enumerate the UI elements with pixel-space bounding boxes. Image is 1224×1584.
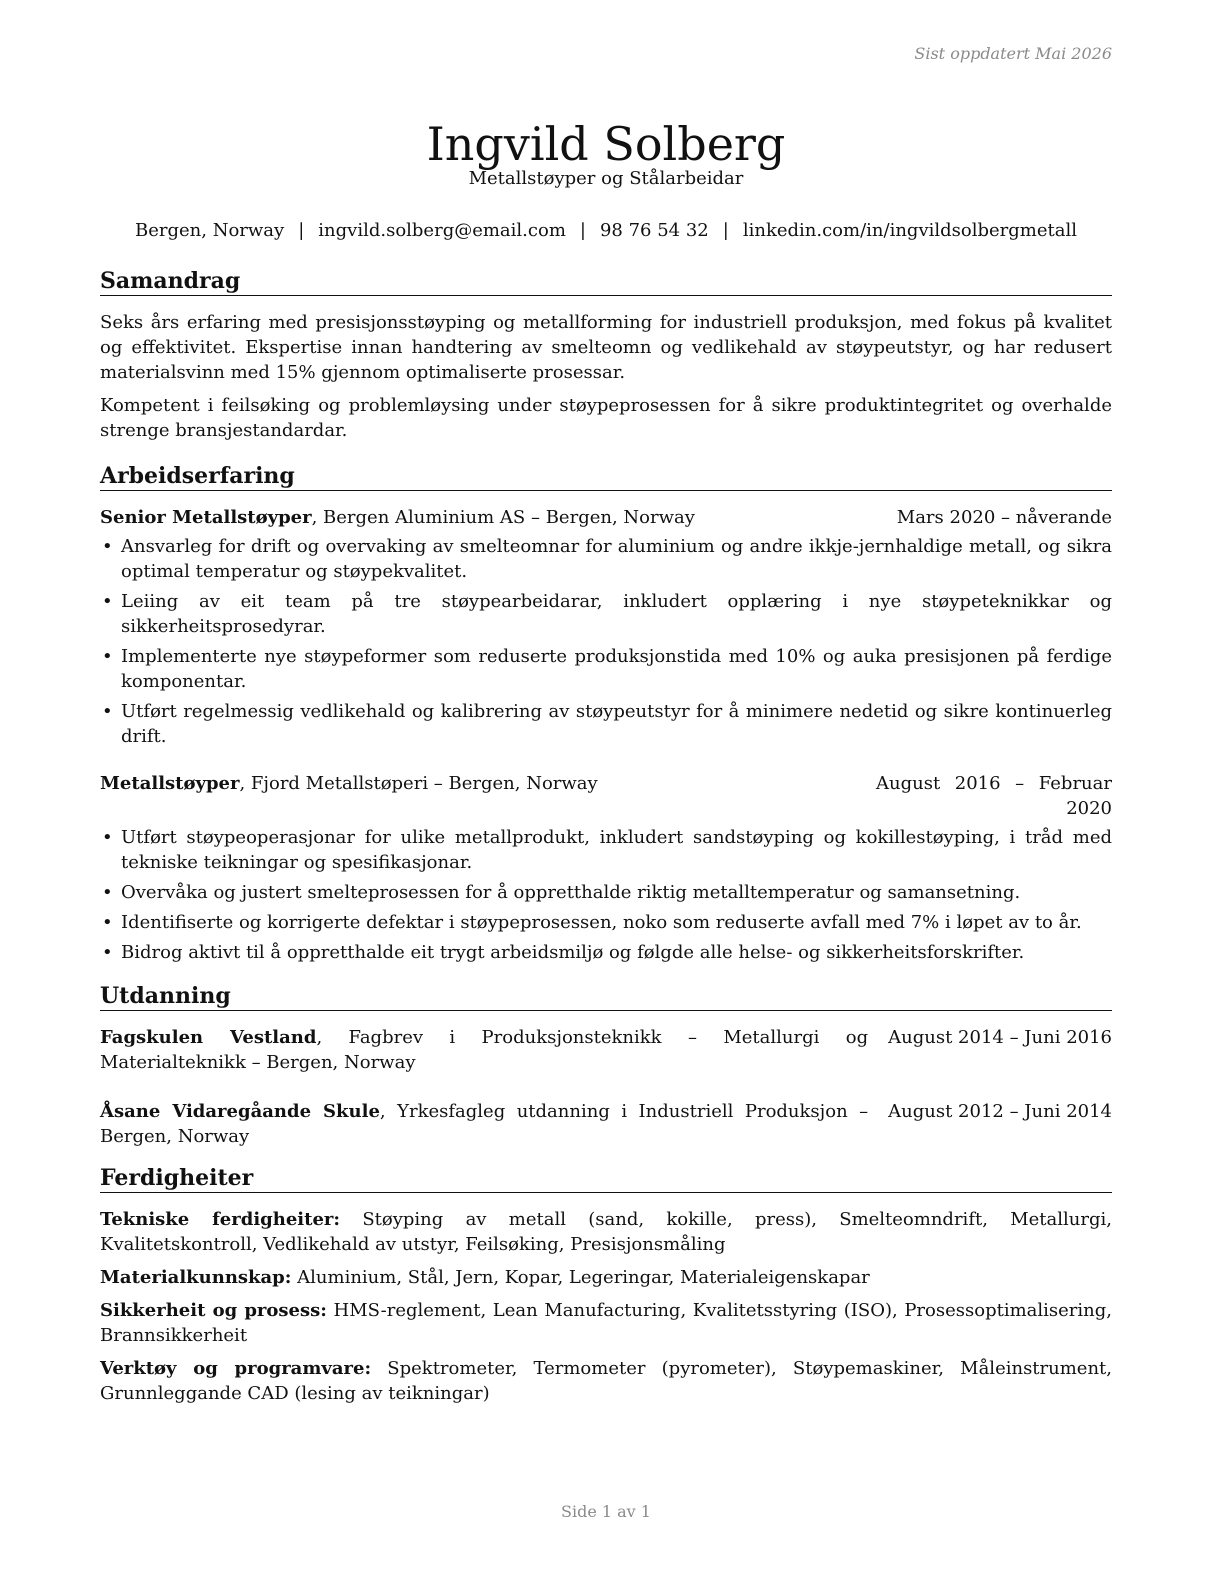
contact-linkedin-link[interactable]: linkedin.com/in/ingvildsolbergmetall [742,220,1077,241]
job-entry [100,771,1112,965]
job-entry [100,505,1112,749]
summary-paragraph: Kompetent i feilsøking og problemløysing under støypeprosessen for å sikre produktintegritet og overhalde strenge bransjestandardar. [100,395,1112,441]
skill-value: Spektrometer, Termometer (pyrometer), Støypemaskiner, Måleinstrument, Grunnleggande CAD (lesing av teikningar) [100,1358,1113,1404]
education-section [100,983,1112,1149]
job-title-line [100,771,876,796]
job-company: , Fjord Metallstøperi – Bergen, Norway [239,773,598,794]
skill-value: Støyping av metall (sand, kokille, press), Smelteomndrift, Metallurgi, Kvalitetskontroll, Vedlikehald av utstyr, Feilsøking, Presisjonsmåling [100,1209,1112,1255]
education-title-line [100,1099,888,1149]
section-heading-experience: Arbeidserfaring [100,463,1112,491]
job-header [100,505,1112,530]
job-dates: August 2016 – Februar 2020 [876,773,1112,819]
job-bullet: • Leiing av eit team på tre støypearbeidarar, inkludert opplæring i nye støypeteknikkar og sikkerheitsprosedyrar. [100,589,1112,639]
section-heading-education: Utdanning [100,983,1112,1011]
skill-label: Tekniske ferdigheiter: [100,1209,341,1230]
skill-label: Verktøy og programvare: [100,1358,372,1379]
candidate-title: Metallstøyper og Stålarbeidar [468,168,744,189]
summary-section [100,268,1112,443]
job-bullet: • Overvåka og justert smelteprosessen for å oppretthalde riktig metalltemperatur og samansetning. [100,880,1112,905]
job-bullet: • Ansvarleg for drift og overvaking av smelteomnar for aluminium og andre ikkje-jernhaldige metall, og sikra optimal temperatur og støypekvalitet. [100,534,1112,584]
contact-phone: 98 76 54 32 [599,220,709,241]
job-bullet-list [100,534,1112,749]
skill-label: Materialkunnskap: [100,1267,292,1288]
skill-label: Sikkerheit og prosess: [100,1300,327,1321]
skill-line [100,1356,1112,1406]
education-detail: , Fagbrev i Produksjonsteknikk – Metallurgi og Materialteknikk – Bergen, Norway [100,1027,869,1073]
job-bullet: • Implementerte nye støypeformer som reduserte produksjonstida med 10% og auka presisjonen på ferdige komponentar. [100,644,1112,694]
job-bullet: • Utført støypeoperasjonar for ulike metallprodukt, inkludert sandstøyping og kokillestøyping, i tråd med tekniske teikningar og spesifikasjonar. [100,825,1112,875]
experience-section [100,463,1112,965]
job-title-line [100,505,897,530]
education-school: Fagskulen Vestland [100,1027,317,1048]
job-bullet: • Utført regelmessig vedlikehald og kalibrering av støypeutstyr for å minimere nedetid og sikre kontinuerleg drift. [100,699,1112,749]
section-heading-skills: Ferdigheiter [100,1165,1112,1193]
education-title-line [100,1025,888,1075]
skill-value: HMS-reglement, Lean Manufacturing, Kvalitetsstyring (ISO), Prosessoptimalisering, Brannsikkerheit [100,1300,1112,1346]
candidate-name: Ingvild Solberg [426,116,786,171]
education-school: Åsane Vidaregåande Skule [100,1101,380,1122]
job-header [100,771,1112,821]
education-entry [100,1025,1112,1075]
skill-line [100,1298,1112,1348]
education-entry [100,1099,1112,1149]
resume-body [100,268,1112,1414]
section-heading-summary: Samandrag [100,268,1112,296]
page-number: Side 1 av 1 [561,1502,651,1521]
contact-location: Bergen, Norway [135,220,285,241]
skills-section [100,1165,1112,1406]
skill-line [100,1265,1112,1290]
contact-email-link[interactable]: ingvild.solberg@email.com [318,220,566,241]
contact-line [100,220,1112,241]
job-bullet: • Bidrog aktivt til å oppretthalde eit trygt arbeidsmiljø og følgde alle helse- og sikkerheitsforskrifter. [100,940,1112,965]
job-bullet-list [100,825,1112,965]
last-updated-note: Sist oppdatert Mai 2026 [914,44,1112,63]
summary-paragraph: Seks års erfaring med presisjonsstøyping og metallforming for industriell produksjon, med fokus på kvalitet og effektivitet. Ekspertise innan handtering av smelteomn og vedlikehald av støypeutstyr, og har redusert materialsvinn med 15% gjennom optimaliserte prosessar. [100,312,1112,383]
skill-value: Aluminium, Stål, Jern, Kopar, Legeringar, Materialeigenskapar [297,1267,870,1288]
education-dates: August 2012 – Juni 2014 [888,1101,1112,1122]
job-company: , Bergen Aluminium AS – Bergen, Norway [311,507,695,528]
job-bullet: • Identifiserte og korrigerte defektar i støypeprosessen, noko som reduserte avfall med 7% i løpet av to år. [100,910,1112,935]
job-role: Senior Metallstøyper [100,507,312,528]
education-dates: August 2014 – Juni 2016 [888,1027,1112,1048]
contact-separator: | [722,220,729,241]
job-dates: Mars 2020 – nåverande [896,507,1112,528]
contact-separator: | [298,220,305,241]
contact-separator: | [579,220,586,241]
education-detail: , Yrkesfagleg utdanning i Industriell Produksjon – Bergen, Norway [100,1101,869,1147]
skill-line [100,1207,1112,1257]
resume-page [100,0,1112,1584]
job-role: Metallstøyper [100,773,240,794]
